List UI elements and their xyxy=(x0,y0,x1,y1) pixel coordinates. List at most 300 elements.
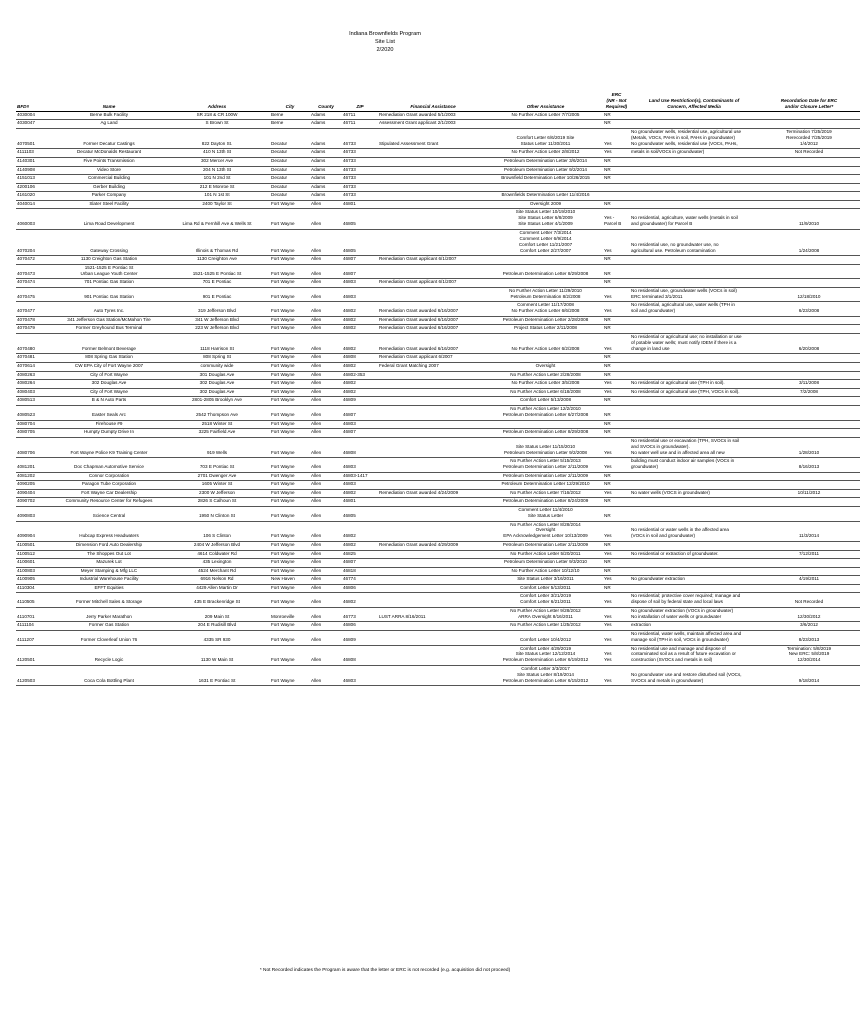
cell-city: Fort Wayne xyxy=(270,458,310,473)
table-row xyxy=(16,458,860,473)
cell-erc: NR xyxy=(603,316,630,325)
cell-bfd: 4120503 xyxy=(16,665,54,685)
cell-zip: 46802 xyxy=(342,325,378,334)
cell-address: 901 E Pontiac xyxy=(164,287,270,302)
table-row xyxy=(16,229,860,255)
cell-name: Connor Corporation xyxy=(54,472,164,481)
cell-financial xyxy=(378,175,488,184)
cell-address: 319 Jefferson Blvd xyxy=(164,302,270,317)
col-header-financial: Financial Assistance xyxy=(378,92,488,111)
cell-recordation: 1/28/2010 xyxy=(758,437,860,457)
cell-county: Allen xyxy=(310,406,342,421)
cell-name: 901 Pontiac Gas Station xyxy=(54,287,164,302)
cell-financial xyxy=(378,593,488,608)
cell-financial: Remediation Grant awarded 4/29/2009 xyxy=(378,541,488,550)
cell-land-use xyxy=(630,325,758,334)
cell-county: Allen xyxy=(310,622,342,631)
cell-zip: 46803 xyxy=(342,458,378,473)
cell-city: Fort Wayne xyxy=(270,541,310,550)
col-header-county: County xyxy=(310,92,342,111)
cell-name: Former Cloverleaf Union 76 xyxy=(54,631,164,646)
cell-city: Fort Wayne xyxy=(270,316,310,325)
cell-recordation: 7/12/2011 xyxy=(758,550,860,559)
cell-other: No Further Action Letter 12/2/2010 Petroleum Determination Letter 6/27/2008 xyxy=(488,406,603,421)
cell-land-use xyxy=(630,371,758,380)
col-header-erc: ERC (NR - Not Required) xyxy=(603,92,630,111)
cell-address: 101 N 2nd St xyxy=(164,175,270,184)
cell-other: Oversight 2009 xyxy=(488,200,603,209)
cell-financial: Remediation Grant applicant 6/1/2007 xyxy=(378,279,488,288)
cell-county: Allen xyxy=(310,256,342,265)
cell-county: Allen xyxy=(310,584,342,593)
cell-erc: Yes xyxy=(603,631,630,646)
cell-zip: 46807 xyxy=(342,429,378,438)
cell-name: City of Fort Wayne xyxy=(54,371,164,380)
cell-bfd: 4070480 xyxy=(16,334,54,354)
cell-bfd: 4080706 xyxy=(16,437,54,457)
cell-bfd: 4080523 xyxy=(16,406,54,421)
cell-recordation xyxy=(758,256,860,265)
col-header-land-use: Land Use Restriction(s), Contaminants of Concern, Affected Media xyxy=(630,92,758,111)
cell-address: 808 Spring St xyxy=(164,354,270,363)
cell-zip: 46733 xyxy=(342,128,378,148)
table-row xyxy=(16,429,860,438)
cell-county: Adams xyxy=(310,175,342,184)
cell-financial xyxy=(378,458,488,473)
table-row xyxy=(16,507,860,522)
cell-bfd: 4120501 xyxy=(16,645,54,665)
table-row xyxy=(16,388,860,397)
cell-zip: 46803 xyxy=(342,279,378,288)
cell-city: Fort Wayne xyxy=(270,325,310,334)
cell-name: Science Central xyxy=(54,507,164,522)
table-row xyxy=(16,334,860,354)
cell-recordation: 8/23/2013 xyxy=(758,631,860,646)
cell-city: Fort Wayne xyxy=(270,380,310,389)
cell-financial xyxy=(378,665,488,685)
cell-erc xyxy=(603,183,630,192)
cell-county: Allen xyxy=(310,645,342,665)
col-header-name: Name xyxy=(54,92,164,111)
table-row xyxy=(16,645,860,665)
cell-address: Lima Rd & Fernhill Ave & Wells St xyxy=(164,209,270,229)
cell-erc: NR xyxy=(603,406,630,421)
cell-erc: Yes xyxy=(603,593,630,608)
cell-address: 3225 Fairfield Ave xyxy=(164,429,270,438)
cell-address: 822 Dayton St. xyxy=(164,128,270,148)
cell-financial: Stipulated Assessment Grant xyxy=(378,128,488,148)
cell-erc: NR xyxy=(603,175,630,184)
cell-erc: Yes xyxy=(603,622,630,631)
cell-address: 212 E Monroe St xyxy=(164,183,270,192)
cell-bfd: 4070472 xyxy=(16,256,54,265)
cell-address: 1118 Harrison St xyxy=(164,334,270,354)
cell-erc: NR xyxy=(603,481,630,490)
cell-address: 204 E Rudisill Blvd xyxy=(164,622,270,631)
table-row xyxy=(16,406,860,421)
cell-financial xyxy=(378,498,488,507)
cell-recordation xyxy=(758,472,860,481)
cell-county: Adams xyxy=(310,192,342,201)
cell-erc: Yes - Parcel B xyxy=(603,209,630,229)
cell-land-use: No residential, water wells, maintain affected area and manage soil (TPH in soil, VOCs in groundwater) xyxy=(630,631,758,646)
cell-name: Jerry Parker Marathon xyxy=(54,607,164,622)
cell-recordation xyxy=(758,175,860,184)
cell-recordation: 6/23/2008 xyxy=(758,302,860,317)
cell-address: Illinois & Thomas Rd xyxy=(164,229,270,255)
cell-city: Decatur xyxy=(270,183,310,192)
cell-address: 223 W Jefferson Blvd xyxy=(164,325,270,334)
cell-bfd: 4080403 xyxy=(16,388,54,397)
cell-financial xyxy=(378,481,488,490)
cell-county: Allen xyxy=(310,209,342,229)
col-header-address: Address xyxy=(164,92,270,111)
cell-zip: 46711 xyxy=(342,111,378,120)
table-row xyxy=(16,521,860,541)
cell-name: Former Gas Station xyxy=(54,622,164,631)
cell-zip: 46733 xyxy=(342,175,378,184)
cell-other: No Further Action Letter 7/7/2005 xyxy=(488,111,603,120)
cell-name: Fort Wayne Police K9 Training Center xyxy=(54,437,164,457)
cell-address: 4524 Merchant Rd xyxy=(164,567,270,576)
cell-zip: 46801 xyxy=(342,200,378,209)
cell-address: 701 E Pontiac xyxy=(164,279,270,288)
cell-county: Allen xyxy=(310,541,342,550)
cell-bfd: 4111104 xyxy=(16,622,54,631)
cell-erc: NR xyxy=(603,157,630,166)
cell-county: Allen xyxy=(310,607,342,622)
cell-zip: 46802 xyxy=(342,388,378,397)
cell-erc: Yes xyxy=(603,149,630,158)
cell-zip: 46805 xyxy=(342,507,378,522)
cell-name: Paragon Tube Corporation xyxy=(54,481,164,490)
cell-financial xyxy=(378,229,488,255)
cell-bfd: 4100905 xyxy=(16,576,54,585)
cell-land-use: metals in soil/VOCs in groundwater) xyxy=(630,149,758,158)
cell-name: 808 Spring Gas Station xyxy=(54,354,164,363)
cell-recordation: Not Recorded xyxy=(758,593,860,608)
cell-erc: Yes xyxy=(603,380,630,389)
cell-land-use xyxy=(630,192,758,201)
cell-county: Allen xyxy=(310,397,342,406)
cell-recordation xyxy=(758,354,860,363)
cell-bfd: 4090205 xyxy=(16,481,54,490)
cell-city: Fort Wayne xyxy=(270,229,310,255)
cell-county: Allen xyxy=(310,229,342,255)
cell-city: Fort Wayne xyxy=(270,256,310,265)
cell-financial xyxy=(378,209,488,229)
cell-other: Petroleum Determination Letter 8/29/2008 xyxy=(488,264,603,279)
cell-financial: Remediation Grant applicant 6/2007 xyxy=(378,354,488,363)
cell-recordation xyxy=(758,316,860,325)
cell-city: Fort Wayne xyxy=(270,550,310,559)
cell-financial xyxy=(378,550,488,559)
cell-county: Allen xyxy=(310,559,342,568)
cell-land-use xyxy=(630,481,758,490)
cell-name: Commercial Building xyxy=(54,175,164,184)
cell-land-use xyxy=(630,256,758,265)
table-row xyxy=(16,128,860,148)
cell-address: 2300 W Jefferson xyxy=(164,489,270,498)
table-row xyxy=(16,550,860,559)
cell-county: Allen xyxy=(310,354,342,363)
cell-address: 101 N 1st St xyxy=(164,192,270,201)
cell-city: Fort Wayne xyxy=(270,489,310,498)
cell-financial xyxy=(378,287,488,302)
cell-land-use xyxy=(630,157,758,166)
cell-address: 302 Mercer Ave xyxy=(164,157,270,166)
cell-financial xyxy=(378,645,488,665)
cell-other xyxy=(488,183,603,192)
cell-recordation xyxy=(758,157,860,166)
cell-zip: 46803 xyxy=(342,665,378,685)
cell-zip: 46807 xyxy=(342,559,378,568)
cell-zip: 46803 xyxy=(342,287,378,302)
cell-name: Hubcap Express Headwaters xyxy=(54,521,164,541)
cell-financial: Remediation Grant awarded 5/1/2003 xyxy=(378,111,488,120)
cell-erc: NR xyxy=(603,397,630,406)
cell-other: Comfort Letter 4/29/2019 Site Status Letter 12/12/2014 Petroleum Determination Letter 6/19/2012 xyxy=(488,645,603,665)
cell-financial xyxy=(378,622,488,631)
cell-name: 701 Pontiac Gas Station xyxy=(54,279,164,288)
cell-name: Decatur McDonalds Restaurant xyxy=(54,149,164,158)
table-row xyxy=(16,325,860,334)
cell-land-use xyxy=(630,584,758,593)
cell-other: No Further Action Letter 5/15/2013 Petroleum Determination Letter 2/11/2009 xyxy=(488,458,603,473)
cell-address: 1130 Creighton Ave xyxy=(164,256,270,265)
cell-erc: NR xyxy=(603,354,630,363)
table-row xyxy=(16,607,860,622)
cell-zip: 46802 xyxy=(342,316,378,325)
cell-erc: NR xyxy=(603,279,630,288)
table-row xyxy=(16,256,860,265)
cell-county: Allen xyxy=(310,380,342,389)
cell-other: No Further Action Letter 2/28/2008 xyxy=(488,371,603,380)
cell-other: No Further Action Letter 8/28/2014 Oversight EPA Acknowledgement Letter 10/13/2009 xyxy=(488,521,603,541)
cell-bfd: 4080705 xyxy=(16,429,54,438)
cell-name: Firehouse #9 xyxy=(54,420,164,429)
cell-financial xyxy=(378,183,488,192)
cell-name: Recycle Logic xyxy=(54,645,164,665)
cell-name: City of Fort Wayne xyxy=(54,388,164,397)
cell-erc: NR xyxy=(603,429,630,438)
cell-other: Project Status Letter 2/11/2008 xyxy=(488,325,603,334)
cell-address: 106 S Clinton xyxy=(164,521,270,541)
cell-city: Fort Wayne xyxy=(270,209,310,229)
cell-bfd: 4081201 xyxy=(16,458,54,473)
cell-other: No Further Action Letter 1/25/2012 xyxy=(488,622,603,631)
cell-erc: Yes xyxy=(603,437,630,457)
cell-other xyxy=(488,279,603,288)
cell-financial xyxy=(378,397,488,406)
cell-city: Monroeville xyxy=(270,607,310,622)
cell-city: Fort Wayne xyxy=(270,437,310,457)
cell-erc: Yes xyxy=(603,550,630,559)
cell-zip: 46806 xyxy=(342,584,378,593)
cell-zip: 46733 xyxy=(342,166,378,175)
cell-financial xyxy=(378,371,488,380)
cell-recordation xyxy=(758,584,860,593)
cell-county: Allen xyxy=(310,665,342,685)
cell-land-use: No residential use or excavation (TPH, SVOCs in soil and SVOCs in groundwater). No water well use and in affected area all new xyxy=(630,437,758,457)
cell-land-use xyxy=(630,567,758,576)
table-row xyxy=(16,287,860,302)
cell-recordation: 3/11/2008 xyxy=(758,380,860,389)
cell-erc: NR xyxy=(603,363,630,372)
cell-recordation xyxy=(758,363,860,372)
cell-zip: 46808 xyxy=(342,645,378,665)
cell-recordation: Termination 7/25/2019 Rerecorded 7/25/2019 1/4/2012 xyxy=(758,128,860,148)
cell-county: Allen xyxy=(310,550,342,559)
table-row xyxy=(16,472,860,481)
cell-name: 341 Jefferson Gas Station/McMahon Tire xyxy=(54,316,164,325)
table-row xyxy=(16,481,860,490)
cell-recordation: 1/24/2008 xyxy=(758,229,860,255)
cell-city: Fort Wayne xyxy=(270,287,310,302)
cell-bfd: 4070501 xyxy=(16,128,54,148)
cell-land-use: No residential or agricultural use (TPH, VOCs in soil). xyxy=(630,388,758,397)
cell-address: SR 218 & CR 100W xyxy=(164,111,270,120)
cell-other: Comfort Letter 10/4/2012 xyxy=(488,631,603,646)
cell-other xyxy=(488,120,603,129)
cell-city: Fort Wayne xyxy=(270,279,310,288)
cell-city: Fort Wayne xyxy=(270,665,310,685)
cell-city: Fort Wayne xyxy=(270,334,310,354)
cell-zip: 46825 xyxy=(342,550,378,559)
cell-bfd: 4070475 xyxy=(16,287,54,302)
cell-recordation: 3/6/2012 xyxy=(758,622,860,631)
cell-zip: 46711 xyxy=(342,120,378,129)
cell-county: Allen xyxy=(310,458,342,473)
cell-land-use: No water wells (VOCS in groundwater) xyxy=(630,489,758,498)
cell-bfd: 4100601 xyxy=(16,559,54,568)
cell-other: Site Status Letter 11/15/2010 Petroleum Determination Letter 9/2/2008 xyxy=(488,437,603,457)
cell-other: Comment Letter 11/4/2010 Site Status Letter xyxy=(488,507,603,522)
cell-bfd: 4161020 xyxy=(16,192,54,201)
cell-land-use: No residential; protective cover required; manage and dispose of soil by federal state and local laws xyxy=(630,593,758,608)
cell-recordation xyxy=(758,559,860,568)
cell-address: 1130 W Main St xyxy=(164,645,270,665)
cell-zip: 46733 xyxy=(342,149,378,158)
cell-bfd: 4070477 xyxy=(16,302,54,317)
cell-zip: 46802 xyxy=(342,380,378,389)
cell-other: Site Status Letter 10/19/2010 Site Status Letter 6/8/2009 Site Status Letter 4/1/2009 xyxy=(488,209,603,229)
table-row xyxy=(16,120,860,129)
cell-county: Allen xyxy=(310,264,342,279)
cell-erc: Yes xyxy=(603,229,630,255)
cell-financial xyxy=(378,559,488,568)
cell-other: Petroleum Determination Letter 2/11/2009 xyxy=(488,472,603,481)
cell-financial xyxy=(378,388,488,397)
cell-address: S Brown St xyxy=(164,120,270,129)
cell-address: 2518 Winter St xyxy=(164,420,270,429)
cell-county: Allen xyxy=(310,567,342,576)
cell-name: Easter Seals Arc xyxy=(54,406,164,421)
cell-land-use: No residential use, groundwater wells (VOCs in soil) ERC terminated 3/1/2011 xyxy=(630,287,758,302)
cell-other: Comfort Letter 5/13/2011 xyxy=(488,584,603,593)
document-subtitle: Site List xyxy=(375,38,395,45)
cell-financial xyxy=(378,157,488,166)
table-row xyxy=(16,380,860,389)
cell-name: 302 Douglas Ave xyxy=(54,380,164,389)
cell-land-use: No groundwater extraction xyxy=(630,576,758,585)
cell-financial xyxy=(378,149,488,158)
cell-erc: Yes xyxy=(603,665,630,685)
cell-land-use xyxy=(630,183,758,192)
table-row xyxy=(16,192,860,201)
cell-land-use xyxy=(630,354,758,363)
cell-land-use: No residential or agricultural use (TPH in soil). xyxy=(630,380,758,389)
cell-land-use: No residential, agriculture, water wells (metals in soil and groundwater) for Parcel B xyxy=(630,209,758,229)
cell-recordation: 4/19/2011 xyxy=(758,576,860,585)
cell-land-use xyxy=(630,498,758,507)
cell-address: community wide xyxy=(164,363,270,372)
cell-name: Former Mitchell Sales & Storage xyxy=(54,593,164,608)
table-row xyxy=(16,264,860,279)
cell-financial: Assessment Grant applicant 2/1/2003 xyxy=(378,120,488,129)
cell-erc: Yes xyxy=(603,128,630,148)
cell-county: Adams xyxy=(310,120,342,129)
cell-erc: NR xyxy=(603,120,630,129)
cell-city: Fort Wayne xyxy=(270,429,310,438)
cell-zip: 46802 xyxy=(342,334,378,354)
cell-county: Allen xyxy=(310,437,342,457)
cell-land-use: No residential use, no groundwater use, no agricultural use. Petroleum contamination xyxy=(630,229,758,255)
cell-erc: Yes Yes xyxy=(603,645,630,665)
cell-bfd: 4030004 xyxy=(16,111,54,120)
cell-address: 1521-1525 E Pontiac St xyxy=(164,264,270,279)
cell-land-use: No groundwater wells, residential use, agricultural use (Metals, VOCs, PAHs in soil, PAHs in groundwater) No groundwater wells, residential use (VOCs, PAHs, xyxy=(630,128,758,148)
cell-city: Fort Wayne xyxy=(270,559,310,568)
cell-bfd: 4040014 xyxy=(16,200,54,209)
cell-city: Decatur xyxy=(270,128,310,148)
cell-city: Decatur xyxy=(270,192,310,201)
cell-name: Former Decatur Castings xyxy=(54,128,164,148)
cell-erc: NR xyxy=(603,584,630,593)
cell-recordation: Not Recorded xyxy=(758,149,860,158)
cell-bfd: 4090904 xyxy=(16,521,54,541)
cell-county: Adams xyxy=(310,166,342,175)
cell-city: Fort Wayne xyxy=(270,567,310,576)
cell-bfd: 4080264 xyxy=(16,380,54,389)
cell-bfd: 4140908 xyxy=(16,166,54,175)
cell-bfd: 4070614 xyxy=(16,363,54,372)
cell-land-use: extraction xyxy=(630,622,758,631)
cell-recordation xyxy=(758,541,860,550)
cell-financial xyxy=(378,429,488,438)
cell-financial: Remediation Grant awarded 6/16/2007 xyxy=(378,302,488,317)
cell-county: Allen xyxy=(310,489,342,498)
cell-recordation xyxy=(758,498,860,507)
cell-financial xyxy=(378,437,488,457)
cell-address: 1631 E Pontiac St xyxy=(164,665,270,685)
cell-bfd: 4200106 xyxy=(16,183,54,192)
cell-financial xyxy=(378,472,488,481)
cell-erc: NR xyxy=(603,371,630,380)
cell-recordation xyxy=(758,481,860,490)
cell-address: 2701 Dwenger Ave xyxy=(164,472,270,481)
cell-financial xyxy=(378,200,488,209)
cell-city: Fort Wayne xyxy=(270,388,310,397)
cell-zip: 46802 xyxy=(342,593,378,608)
cell-county: Allen xyxy=(310,279,342,288)
table-row xyxy=(16,437,860,457)
cell-zip: 46808 xyxy=(342,354,378,363)
cell-land-use: building must conduct indoor air samples (VOCs in groundwater) xyxy=(630,458,758,473)
cell-other: No Further Action Letter 6/18/2008 xyxy=(488,388,603,397)
cell-other: No Further Action Letter 2/8/2012 xyxy=(488,149,603,158)
col-header-recordation: Recordation Date for ERC and/or Closure Letter* xyxy=(758,92,860,111)
